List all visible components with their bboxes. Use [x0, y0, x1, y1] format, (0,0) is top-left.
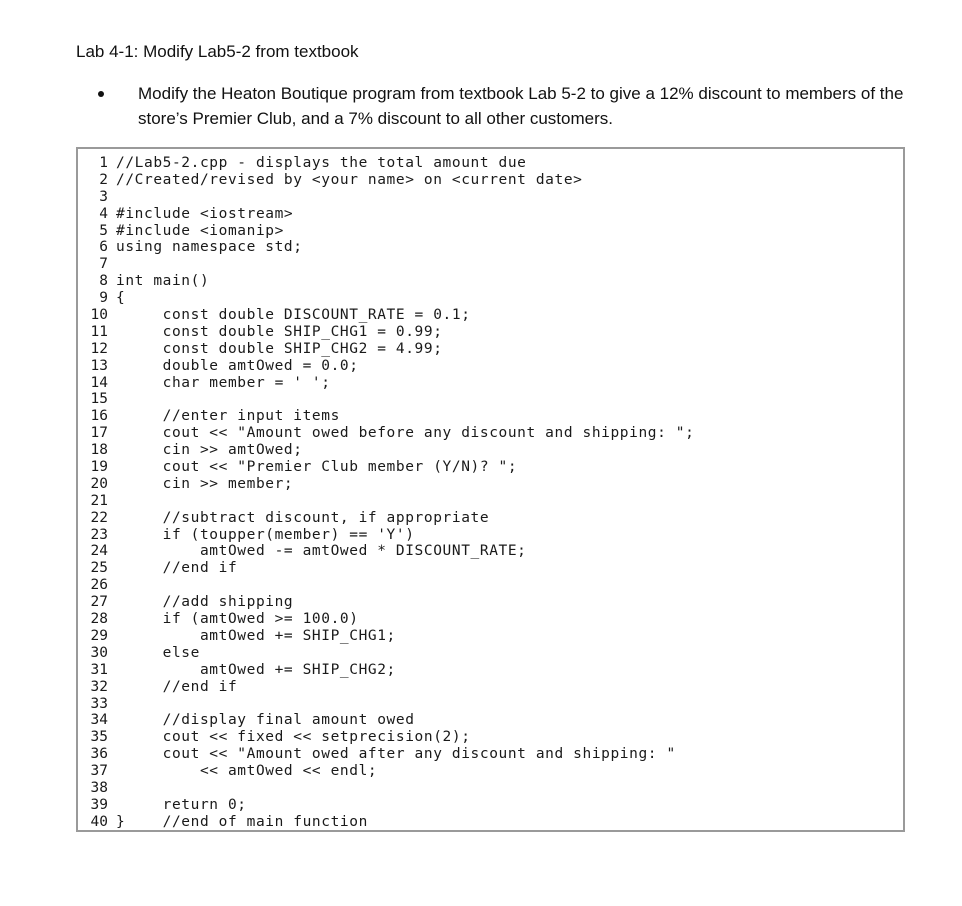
- code-text: } //end of main function: [116, 813, 368, 830]
- line-number: 2: [99, 171, 108, 188]
- code-line: [78, 273, 903, 290]
- code-text: [116, 780, 903, 797]
- code-text: #include <iomanip>: [116, 222, 284, 239]
- line-number: 28: [90, 611, 108, 628]
- line-number: 25: [90, 560, 108, 577]
- code-text: amtOwed += SHIP_CHG1;: [116, 627, 396, 644]
- code-listing: [76, 147, 905, 832]
- line-number: 29: [90, 627, 108, 644]
- code-text: [116, 256, 903, 273]
- code-text: using namespace std;: [116, 239, 303, 256]
- code-text: //end if: [116, 560, 238, 577]
- line-number: 36: [90, 746, 108, 763]
- line-number: 7: [99, 256, 108, 273]
- code-line: [78, 206, 903, 223]
- code-line: [78, 527, 903, 544]
- line-number: 24: [90, 543, 108, 560]
- line-number: 9: [99, 290, 108, 307]
- code-line: [78, 408, 903, 425]
- code-line: [78, 223, 903, 240]
- line-number: 5: [99, 222, 108, 239]
- line-number: 33: [90, 695, 108, 712]
- code-text: cout << "Premier Club member (Y/N)? ";: [116, 459, 518, 476]
- code-line: [78, 172, 903, 189]
- line-number: 27: [90, 594, 108, 611]
- code-text: const double DISCOUNT_RATE = 0.1;: [116, 307, 471, 324]
- page-heading: Lab 4-1: Modify Lab5-2 from textbook: [76, 42, 359, 61]
- line-number: 26: [90, 577, 108, 594]
- line-number: 1: [99, 155, 108, 171]
- line-number: 34: [90, 712, 108, 729]
- code-text: {: [116, 290, 126, 307]
- code-text: //Created/revised by <your name> on <current date>: [116, 171, 583, 188]
- code-line: [78, 560, 903, 577]
- code-text: cout << "Amount owed before any discount and shipping: ";: [116, 425, 695, 442]
- line-number: 30: [90, 644, 108, 661]
- code-line: [78, 307, 903, 324]
- line-number: 17: [90, 425, 108, 442]
- code-line: [78, 425, 903, 442]
- line-number: 38: [90, 779, 108, 796]
- code-line: [78, 594, 903, 611]
- line-number: 37: [90, 763, 108, 780]
- code-text: char member = ' ';: [116, 374, 331, 391]
- code-line: [78, 543, 903, 560]
- line-number: 10: [90, 307, 108, 324]
- code-text: if (amtOwed >= 100.0): [116, 611, 359, 628]
- code-text: cout << fixed << setprecision(2);: [116, 729, 471, 746]
- code-text: cin >> amtOwed;: [116, 442, 303, 459]
- code-line: [78, 510, 903, 527]
- line-number: 35: [90, 729, 108, 746]
- line-number: 20: [90, 475, 108, 492]
- code-line: [78, 662, 903, 679]
- code-text: cin >> member;: [116, 475, 294, 492]
- line-number: 23: [90, 526, 108, 543]
- code-line: [78, 577, 903, 594]
- code-text: //Lab5-2.cpp - displays the total amount due: [116, 155, 527, 171]
- code-text: //enter input items: [116, 408, 340, 425]
- code-line: [78, 476, 903, 493]
- code-line: [78, 391, 903, 408]
- code-text: << amtOwed << endl;: [116, 763, 378, 780]
- line-number: 12: [90, 340, 108, 357]
- code-lines: [78, 155, 903, 831]
- code-line: [78, 746, 903, 763]
- code-text: if (toupper(member) == 'Y'): [116, 526, 415, 543]
- line-number: 8: [99, 273, 108, 290]
- line-number: 18: [90, 442, 108, 459]
- code-line: [78, 780, 903, 797]
- line-number: 6: [99, 239, 108, 256]
- code-text: return 0;: [116, 796, 247, 813]
- code-text: [116, 391, 903, 408]
- code-line: [78, 797, 903, 814]
- code-text: [116, 189, 903, 206]
- code-line: [78, 341, 903, 358]
- code-line: [78, 358, 903, 375]
- line-number: 15: [90, 391, 108, 408]
- code-text: #include <iostream>: [116, 205, 294, 222]
- line-number: 31: [90, 661, 108, 678]
- code-text: [116, 696, 903, 713]
- code-text: //add shipping: [116, 594, 294, 611]
- line-number: 16: [90, 408, 108, 425]
- code-line: [78, 155, 903, 172]
- instruction-text: Modify the Heaton Boutique program from textbook Lab 5-2 to give a 12% discount to members of the store’s Premier Club, and a 7% discount to all other customers.: [138, 84, 904, 128]
- code-line: [78, 375, 903, 392]
- code-text: //subtract discount, if appropriate: [116, 509, 490, 526]
- code-line: [78, 729, 903, 746]
- code-line: [78, 763, 903, 780]
- line-number: 3: [99, 188, 108, 205]
- code-text: amtOwed -= amtOwed * DISCOUNT_RATE;: [116, 543, 527, 560]
- code-text: double amtOwed = 0.0;: [116, 357, 359, 374]
- code-line: [78, 696, 903, 713]
- line-number: 14: [90, 374, 108, 391]
- line-number: 21: [90, 492, 108, 509]
- code-line: [78, 814, 903, 831]
- code-line: [78, 679, 903, 696]
- code-line: [78, 493, 903, 510]
- code-text: const double SHIP_CHG1 = 0.99;: [116, 323, 443, 340]
- code-line: [78, 611, 903, 628]
- line-number: 4: [99, 205, 108, 222]
- code-line: [78, 459, 903, 476]
- code-line: [78, 645, 903, 662]
- code-line: [78, 239, 903, 256]
- code-line: [78, 712, 903, 729]
- code-line: [78, 189, 903, 206]
- line-number: 39: [90, 796, 108, 813]
- code-line: [78, 324, 903, 341]
- code-text: cout << "Amount owed after any discount and shipping: ": [116, 746, 676, 763]
- line-number: 32: [90, 678, 108, 695]
- code-text: //display final amount owed: [116, 712, 415, 729]
- line-number: 19: [90, 459, 108, 476]
- code-text: else: [116, 644, 200, 661]
- line-number: 11: [90, 323, 108, 340]
- code-text: amtOwed += SHIP_CHG2;: [116, 661, 396, 678]
- line-number: 40: [90, 813, 108, 830]
- code-text: int main(): [116, 273, 210, 290]
- code-line: [78, 628, 903, 645]
- bullet-icon: [98, 91, 104, 97]
- code-text: //end if: [116, 678, 238, 695]
- code-text: const double SHIP_CHG2 = 4.99;: [116, 340, 443, 357]
- code-text: [116, 493, 903, 510]
- code-line: [78, 442, 903, 459]
- code-line: [78, 290, 903, 307]
- line-number: 22: [90, 509, 108, 526]
- code-line: [78, 256, 903, 273]
- code-text: [116, 577, 903, 594]
- line-number: 13: [90, 357, 108, 374]
